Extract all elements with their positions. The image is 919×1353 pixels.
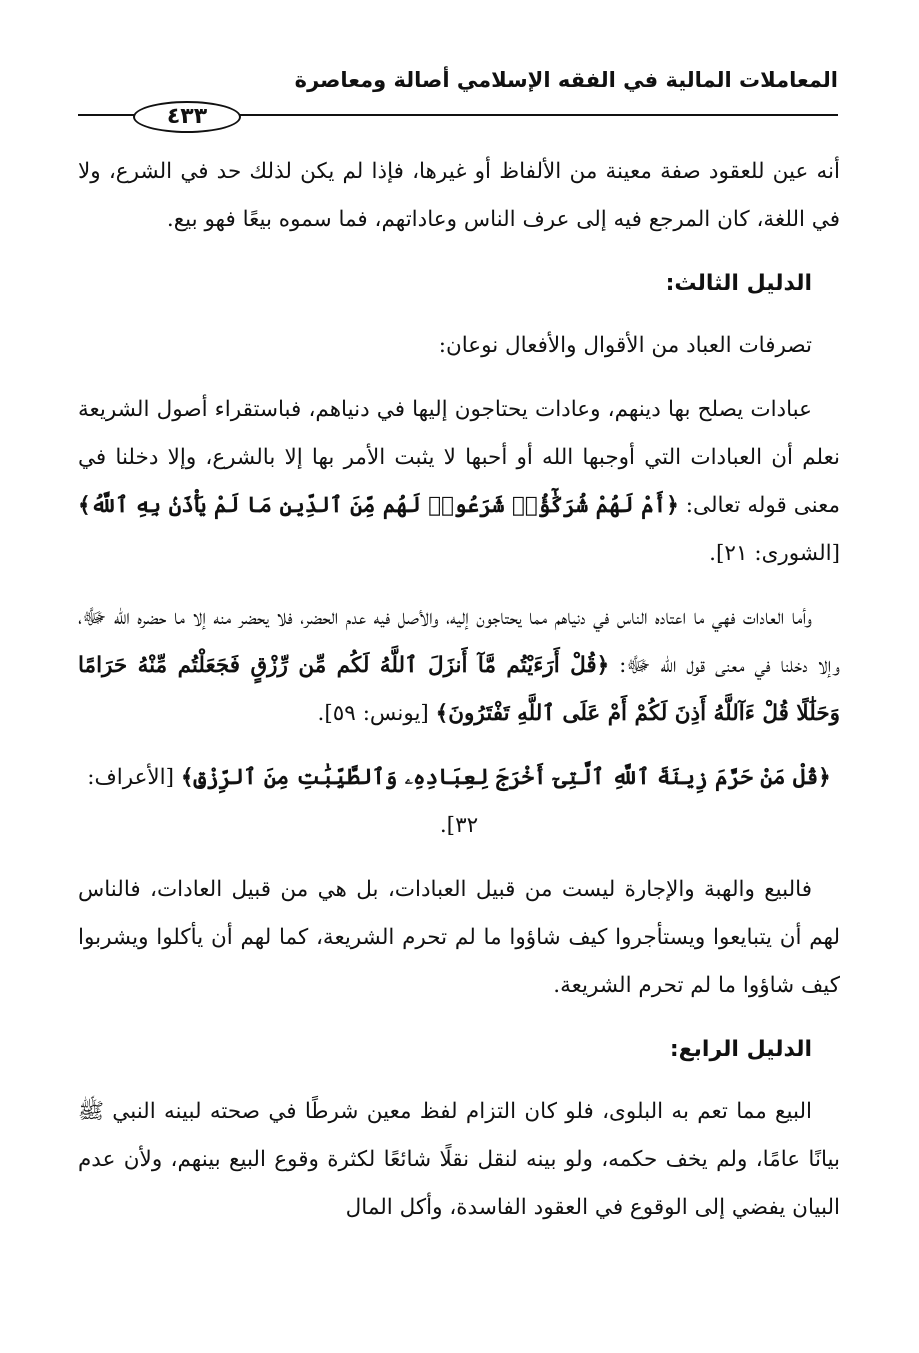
verse-reference-shura: [الشورى: ٢١]. [709,541,840,566]
paragraph-3 [78,386,840,578]
paragraph-1: أنه عين للعقود صفة معينة من الألفاظ أو غيرها، فإذا لم يكن لذلك حد في الشرع، ولا في اللغة، كان المرجع فيه إلى عرف الناس وعاداتهم، فما سموه بيعًا فهو بيع. [78,159,840,232]
page-header [78,68,838,130]
paragraph-3-text: عبادات يصلح بها دينهم، وعادات يحتاجون إليها في دنياهم، فباستقراء أصول الشريعة نعلم أن العبادات التي أوجبها الله أو أحبها لا يثبت الأمر بها إلا بالشرع، وإلا دخلنا في معنى قوله تعالى: [78,397,840,518]
quran-verse-yunus: ﴿قُلْ أَرَءَيْتُم مَّآ أَنزَلَ ٱللَّهُ لَكُم مِّن رِّزْقٍ فَجَعَلْتُم مِّنْهُ حَرَامًا وَحَلَٰلًا قُلْ ءَآللَّهُ أَذِنَ لَكُمْ أَمْ عَلَى ٱللَّهِ تَفْتَرُونَ﴾ [78,653,840,726]
paragraph-4-text: وأما العادات فهي ما اعتاده الناس في دنياهم مما يحتاجون إليه، والأصل فيه عدم الحضر، فلا يحضر منه إلا ما حضره الله ﷻ، وإلا دخلنا في معنى قول الله ﷻ: [78,605,840,678]
heading-fourth-evidence: الدليل الرابع: [669,1037,812,1062]
paragraph-4 [78,594,840,738]
page-number: ٤٣٣ [133,101,241,133]
heading-third-evidence: الدليل الثالث: [665,271,812,296]
verse-reference-yunus: [يونس: ٥٩]. [317,701,436,726]
verse-reference-araf: [الأعراف: ٣٢]. [87,765,479,838]
quran-verse-shura: ﴿أَمْ لَهُمْ شُرَكَٰٓؤُا۟ شَرَعُوا۟ لَهُم مِّنَ ٱلدِّينِ مَا لَمْ يَأْذَنۢ بِهِ ٱللَّهُ﴾ [78,493,679,518]
paragraph-5 [78,754,840,850]
paragraph-6: فالبيع والهبة والإجارة ليست من قبيل العبادات، بل هي من قبيل العادات، فالناس لهم أن يتبايعوا ويستأجروا كيف شاؤوا ما لم تحرم الشريعة، كما لهم أن يأكلوا ويشربوا كيف شاؤوا ما لم تحرم الشريعة. [78,877,840,998]
running-title: المعاملات المالية في الفقه الإسلامي أصالة ومعاصرة [294,68,838,92]
paragraph-7: البيع مما تعم به البلوى، فلو كان التزام لفظ معين شرطًا في صحته لبينه النبي ﷺ بيانًا عامًا، ولم يخف حكمه، ولو بينه لنقل نقلًا شائعًا لكثرة وقوع البيع بينهم، ولأن عدم البيان يفضي إلى الوقوع في العقود الفاسدة، وأكل المال [78,1099,840,1220]
paragraph-2: تصرفات العباد من الأقوال والأفعال نوعان: [438,333,812,358]
quran-verse-araf: ﴿قُلْ مَنْ حَرَّمَ زِينَةَ ٱللَّهِ ٱلَّتِىٓ أَخْرَجَ لِعِبَادِهِۦ وَٱلطَّيِّبَٰتِ مِنَ ٱلرِّزْقِ﴾ [180,765,831,790]
page-body [78,148,840,1248]
